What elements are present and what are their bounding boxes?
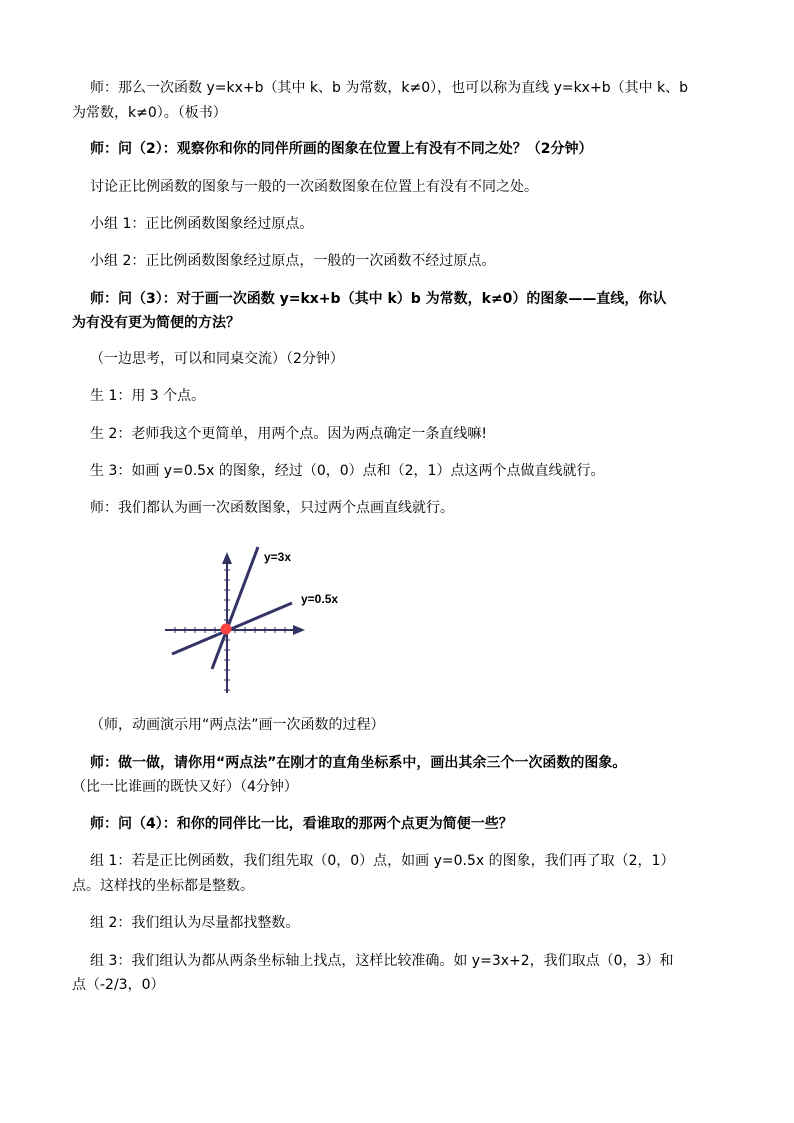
paragraph: 组 2：我们组认为尽量都找整数。 — [90, 915, 300, 931]
paragraph: 讨论正比例函数的图象与一般的一次函数图象在位置上有没有不同之处。 — [90, 179, 538, 195]
paragraph: 师：做一做，请你用“两点法”在刚才的直角坐标系中，画出其余三个一次函数的图象。 — [90, 755, 627, 771]
paragraph: 生 1：用 3 个点。 — [90, 388, 206, 404]
paragraph: 组 3：我们组认为都从两条坐标轴上找点，这样比较准确。如 y=3x+2，我们取点（0，3）和 — [90, 953, 674, 969]
paragraph: 为常数，k≠0）。（板书） — [72, 105, 227, 121]
paragraph: 师：我们都认为画一次函数图象，只过两个点画直线就行。 — [90, 500, 454, 516]
paragraph: （比一比谁画的既快又好）（4分钟） — [72, 779, 298, 795]
paragraph: 为有没有更为简便的方法？ — [72, 315, 240, 331]
paragraph: （师，动画演示用“两点法”画一次函数的过程） — [90, 717, 385, 733]
coordinate-graph — [165, 545, 365, 700]
y-axis-arrow — [222, 552, 232, 564]
paragraph: 点（-2/3，0） — [72, 977, 165, 993]
paragraph: 小组 1：正比例函数图象经过原点。 — [90, 216, 314, 232]
paragraph: 生 2：老师我这个更简单，用两个点。因为两点确定一条直线嘛! — [90, 426, 487, 442]
line-label-y-3x: y=3x — [264, 550, 292, 564]
paragraph: 点。这样找的坐标都是整数。 — [72, 878, 254, 894]
line-label-y-0-5x: y=0.5x — [301, 592, 339, 606]
x-axis-arrow — [293, 625, 305, 635]
paragraph: 师：那么一次函数 y=kx+b（其中 k、b 为常数，k≠0），也可以称为直线 y=kx+b（其中 k、b — [90, 80, 689, 96]
paragraph: 生 3：如画 y=0.5x 的图象，经过（0，0）点和（2，1）点这两个点做直线就行。 — [90, 463, 605, 479]
line-y-3x — [212, 547, 258, 669]
paragraph: 师：问（3）：对于画一次函数 y=kx+b（其中 k）b 为常数，k≠0）的图象——直线，你认 — [90, 291, 667, 307]
paragraph: 组 1：若是正比例函数，我们组先取（0，0）点，如画 y=0.5x 的图象，我们再了取（2，1） — [90, 853, 675, 869]
paragraph: 师：问（2）：观察你和你的同伴所画的图象在位置上有没有不同之处？（2分钟） — [90, 141, 593, 157]
paragraph: （一边思考，可以和同桌交流）（2分钟） — [90, 351, 344, 367]
paragraph: 师：问（4）：和你的同伴比一比，看谁取的那两个点更为简便一些？ — [90, 816, 513, 832]
paragraph: 小组 2：正比例函数图象经过原点，一般的一次函数不经过原点。 — [90, 253, 496, 269]
line-y-0-5x — [172, 603, 292, 654]
linear-function-figure — [165, 545, 365, 700]
origin-point — [221, 624, 232, 635]
